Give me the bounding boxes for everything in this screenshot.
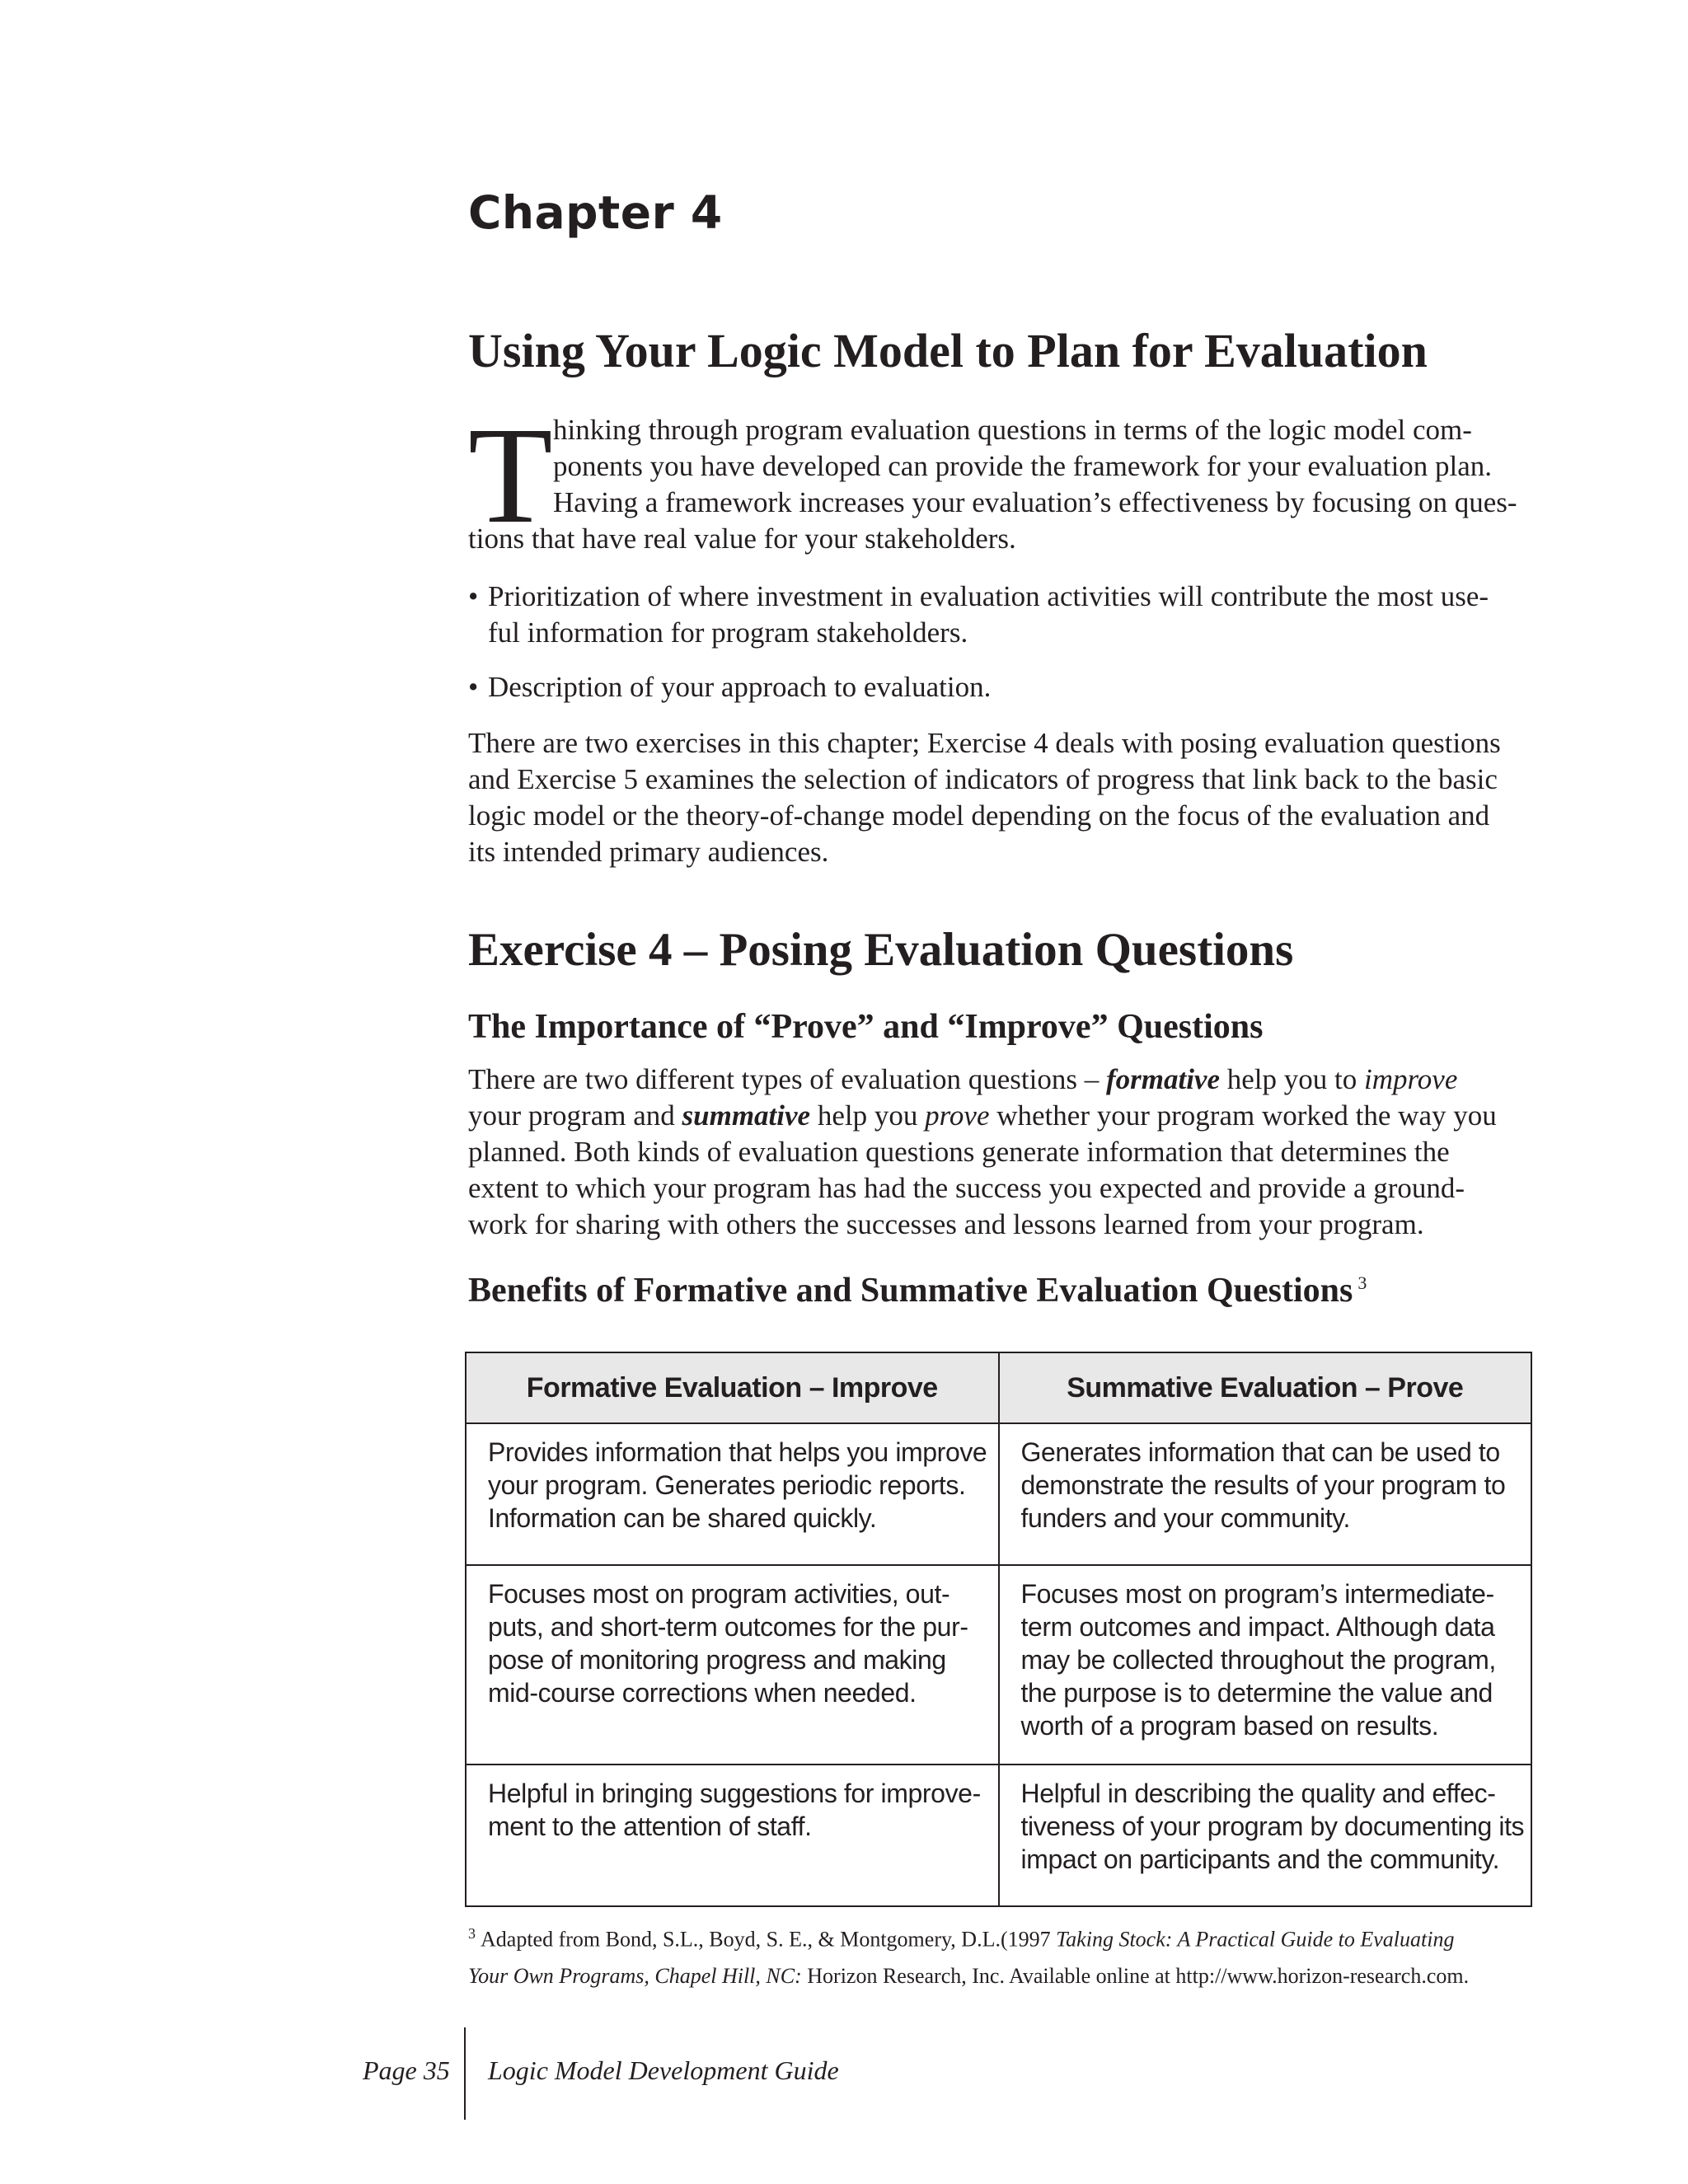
text-run: your program and xyxy=(468,1099,682,1132)
paragraph-line xyxy=(468,1062,1540,1098)
cell-line: Information can be shared quickly. xyxy=(488,1503,877,1533)
text-run: There are two different types of evaluation questions – xyxy=(468,1063,1106,1095)
cell-line: your program. Generates periodic reports. xyxy=(488,1470,966,1500)
cell-line: Helpful in bringing suggestions for improve- xyxy=(488,1779,981,1808)
bullet-symbol: • xyxy=(468,671,479,703)
importance-paragraph xyxy=(468,1062,1540,1243)
table-cell xyxy=(999,1565,1532,1765)
exercises-paragraph xyxy=(468,725,1540,870)
footer-title: Logic Model Development Guide xyxy=(488,2055,839,2085)
text-run: help you to xyxy=(1220,1063,1364,1095)
bullet-line: Description of your approach to evaluation. xyxy=(488,671,992,703)
table-row xyxy=(466,1423,1531,1565)
cell-line: Generates information that can be used to xyxy=(1020,1437,1500,1467)
table-row xyxy=(466,1765,1531,1906)
intro-line: hinking through program evaluation questions in terms of the logic model com- xyxy=(553,414,1472,446)
page-number: Page 35 xyxy=(363,2055,450,2085)
drop-cap: T xyxy=(468,399,553,552)
importance-subtitle: The Importance of “Prove” and “Improve” Questions xyxy=(468,1008,1264,1046)
text-run: Horizon Research, Inc. Available online at http://www.horizon-research.com. xyxy=(801,1963,1470,1988)
table-cell xyxy=(999,1423,1532,1565)
cell-line: Provides information that helps you improve xyxy=(488,1437,987,1467)
bullet-line: Prioritization of where investment in evaluation activities will contribute the most use- xyxy=(488,580,1489,612)
chapter-title: Using Your Logic Model to Plan for Evaluation xyxy=(468,324,1428,377)
table-cell xyxy=(466,1565,999,1765)
table-cell xyxy=(999,1765,1532,1906)
cell-line: the purpose is to determine the value and xyxy=(1020,1678,1493,1708)
bullet-item xyxy=(468,579,1540,651)
exercise-title: Exercise 4 – Posing Evaluation Questions xyxy=(468,924,1294,976)
paragraph-line xyxy=(468,1098,1540,1134)
cell-line: Focuses most on program activities, out- xyxy=(488,1579,950,1609)
header-formative: Formative Evaluation – Improve xyxy=(466,1352,999,1423)
cell-line: term outcomes and impact. Although data xyxy=(1020,1612,1495,1642)
table-cell xyxy=(466,1423,999,1565)
cell-line: tiveness of your program by documenting its xyxy=(1020,1811,1525,1841)
text-run: help you xyxy=(810,1099,926,1132)
cell-line: Helpful in describing the quality and effec- xyxy=(1020,1779,1496,1808)
paragraph-line: work for sharing with others the successes and lessons learned from your program. xyxy=(468,1208,1424,1240)
citation-title: Taking Stock: A Practical Guide to Evaluating xyxy=(1056,1927,1455,1952)
paragraph-line: its intended primary audiences. xyxy=(468,836,829,868)
term-prove: prove xyxy=(925,1099,990,1132)
footnote-line xyxy=(468,1958,1540,1994)
bullet-line: ful information for program stakeholders. xyxy=(488,616,968,649)
footnote-line xyxy=(468,1915,1540,1958)
intro-line: tions that have real value for your stakeholders. xyxy=(468,523,1016,555)
paragraph-line: logic model or the theory-of-change model depending on the focus of the evaluation and xyxy=(468,799,1490,832)
term-summative: summative xyxy=(682,1099,811,1132)
paragraph-line: There are two exercises in this chapter; Exercise 4 deals with posing evaluation questions xyxy=(468,727,1501,759)
benefits-title-text: Benefits of Formative and Summative Evaluation Questions xyxy=(468,1272,1353,1310)
footnote-ref: 3 xyxy=(1357,1272,1367,1293)
term-improve: improve xyxy=(1363,1063,1458,1095)
footnote xyxy=(468,1915,1540,1994)
text-run: whether your program worked the way you xyxy=(989,1099,1497,1132)
term-formative: formative xyxy=(1105,1063,1220,1095)
table-row xyxy=(466,1565,1531,1765)
paragraph-line: and Exercise 5 examines the selection of indicators of progress that link back to the basic xyxy=(468,763,1498,795)
intro-line: ponents you have developed can provide the framework for your evaluation plan. xyxy=(553,450,1493,482)
bullet-list xyxy=(468,579,1540,724)
benefits-table xyxy=(465,1352,1532,1907)
cell-line: may be collected throughout the program, xyxy=(1020,1645,1496,1675)
intro-paragraph xyxy=(468,399,1540,557)
benefits-table-wrap xyxy=(465,1352,1532,1907)
bullet-item xyxy=(468,669,1540,705)
cell-line: worth of a program based on results. xyxy=(1020,1711,1439,1741)
footnote-number: 3 xyxy=(468,1925,476,1942)
citation-title: Your Own Programs, Chapel Hill, NC: xyxy=(468,1963,802,1988)
cell-line: pose of monitoring progress and making xyxy=(488,1645,946,1675)
text-run: Adapted from Bond, S.L., Boyd, S. E., & Montgomery, D.L.(1997 xyxy=(481,1927,1057,1952)
header-summative: Summative Evaluation – Prove xyxy=(999,1352,1532,1423)
chapter-label: Chapter 4 xyxy=(468,186,723,239)
cell-line: ment to the attention of staff. xyxy=(488,1811,812,1841)
paragraph-line: planned. Both kinds of evaluation questions generate information that determines the xyxy=(468,1136,1450,1168)
paragraph-line: extent to which your program has had the success you expected and provide a ground- xyxy=(468,1172,1465,1204)
cell-line: demonstrate the results of your program to xyxy=(1020,1470,1506,1500)
table-cell xyxy=(466,1765,999,1906)
cell-line: funders and your community. xyxy=(1020,1503,1350,1533)
intro-line: Having a framework increases your evaluation’s effectiveness by focusing on ques- xyxy=(553,486,1517,518)
footer-divider xyxy=(464,2027,466,2120)
bullet-symbol: • xyxy=(468,580,479,612)
cell-line: Focuses most on program’s intermediate- xyxy=(1020,1579,1494,1609)
benefits-title xyxy=(468,1271,1367,1310)
cell-line: puts, and short-term outcomes for the pur- xyxy=(488,1612,968,1642)
cell-line: mid-course corrections when needed. xyxy=(488,1678,917,1708)
cell-line: impact on participants and the community. xyxy=(1020,1844,1500,1874)
table-header-row xyxy=(466,1352,1531,1423)
